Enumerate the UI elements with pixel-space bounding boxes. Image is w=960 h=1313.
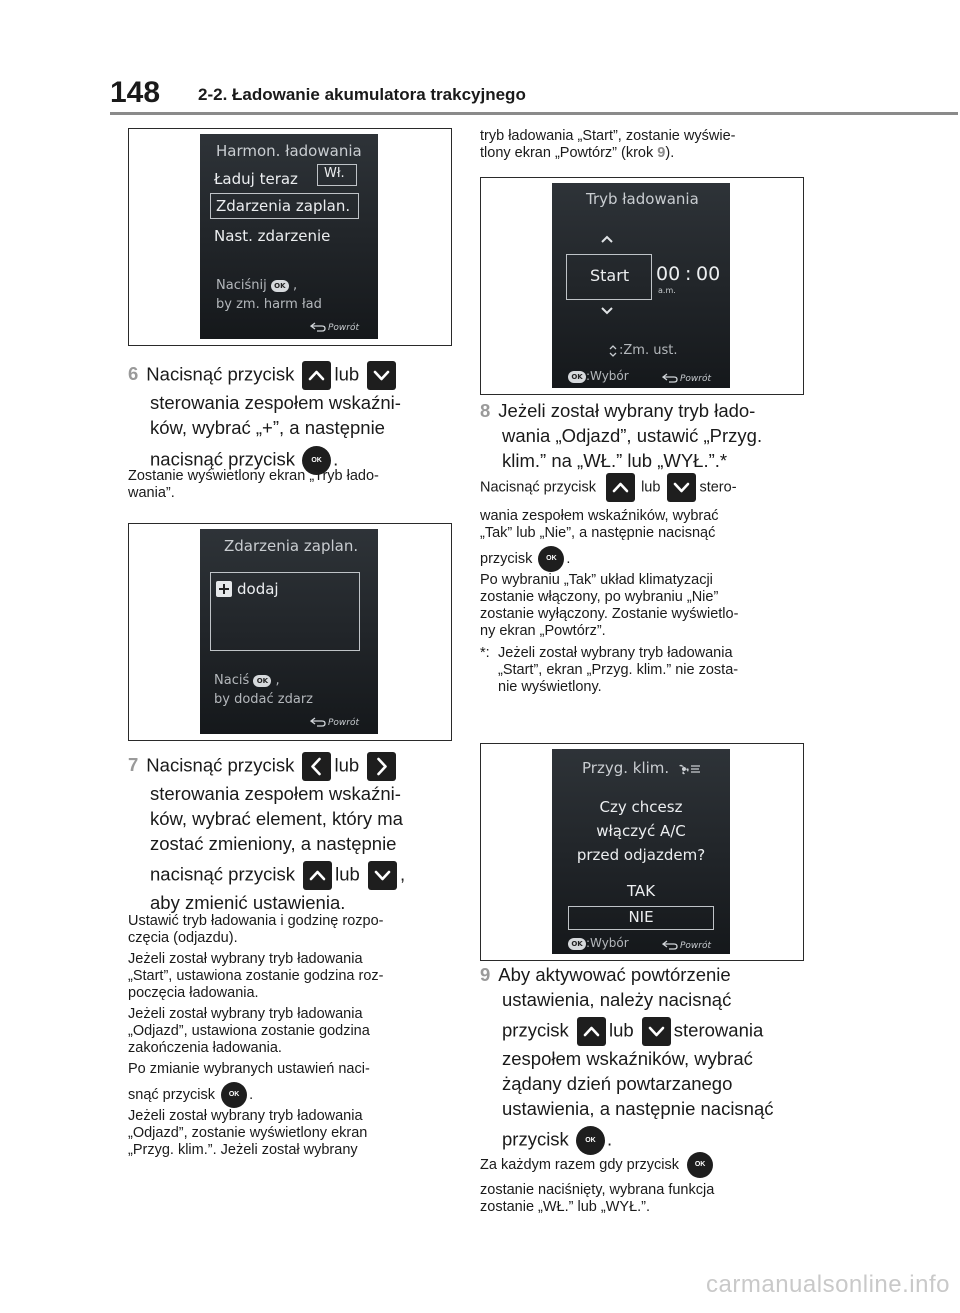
header-divider xyxy=(110,112,958,115)
step-6-note xyxy=(128,468,458,502)
back-label: Powrót xyxy=(328,718,360,728)
page-header xyxy=(110,78,526,108)
note-text: ). xyxy=(665,145,675,161)
event-list-box xyxy=(210,572,360,651)
back-arrow-icon xyxy=(310,322,326,332)
note-text: tlony ekran „Powtórz” (krok xyxy=(480,145,654,161)
note-text: „Odjazd”, zostanie wyświetlony ekran xyxy=(128,1125,368,1141)
select-hint xyxy=(568,367,629,386)
screen-title: Harmon. ładowania xyxy=(216,142,362,160)
page-number: 148 xyxy=(110,76,161,109)
note-text: stero- xyxy=(699,479,737,496)
step-text: lub xyxy=(334,363,360,385)
note-text: Jeżeli został wybrany tryb ładowania xyxy=(498,645,733,661)
step-text: Jeżeli został wybrany tryb łado- xyxy=(498,400,756,421)
add-event-item: dodaj xyxy=(237,580,279,598)
screen-frame-scheduled-events xyxy=(128,523,452,741)
right-button-icon xyxy=(367,752,396,781)
note-text: Jeżeli został wybrany tryb ładowania xyxy=(128,951,363,967)
step-number: 8 xyxy=(480,400,491,421)
back-label: Powrót xyxy=(328,323,360,333)
note-text: „Odjazd”, ustawiona zostanie godzina xyxy=(128,1023,370,1039)
step-text: aby zmienić ustawienia. xyxy=(150,892,346,913)
screen-title: Zdarzenia zaplan. xyxy=(224,537,359,555)
note-text: zakończenia ładowania. xyxy=(128,1040,282,1056)
up-button-icon xyxy=(577,1017,606,1046)
step-text: . xyxy=(606,1128,613,1150)
ok-chip-icon: OK xyxy=(253,675,271,687)
step-8 xyxy=(480,398,810,473)
step-text: lub xyxy=(608,1019,634,1041)
charge-now-value: Wł. xyxy=(324,166,345,181)
down-button-icon xyxy=(667,473,696,502)
left-button-icon xyxy=(302,752,331,781)
back-arrow-icon xyxy=(310,717,326,727)
step-number: 9 xyxy=(480,964,491,985)
step-text: wania „Odjazd”, ustawić „Przyg. xyxy=(502,425,763,446)
screen-charging-schedule xyxy=(200,134,378,339)
screen-charging-mode xyxy=(552,183,730,388)
note-text: „Start”, ustawiona zostanie godzina roz- xyxy=(128,968,384,984)
back-arrow-icon xyxy=(662,373,678,383)
am-pm-label: a.m. xyxy=(658,286,676,295)
step-text: przycisk xyxy=(502,1128,569,1150)
note-text: lub xyxy=(641,479,661,496)
down-button-icon xyxy=(642,1017,671,1046)
step-text: klim.” na „WŁ.” lub „WYŁ.”.* xyxy=(502,450,728,471)
step-number: 6 xyxy=(128,363,139,385)
note-text: tryb ładowania „Start”, zostanie wyświe- xyxy=(480,128,736,144)
hint-text xyxy=(214,671,313,709)
step-text: zostać zmieniony, a następnie xyxy=(150,833,397,854)
step-text: ustawienia, należy nacisnąć xyxy=(502,989,732,1010)
note-text: zostanie naciśnięty, wybrana funkcja xyxy=(480,1182,715,1198)
hint-line2: by dodać zdarz xyxy=(214,692,313,707)
note-text: ny ekran „Powtórz”. xyxy=(480,623,606,639)
step-text: Nacisnąć przycisk xyxy=(146,754,295,776)
select-hint xyxy=(568,934,629,953)
watermark: carmanualsonline.info xyxy=(706,1271,950,1298)
note-text: Jeżeli został wybrany tryb ładowania xyxy=(128,1108,363,1124)
note-text: . xyxy=(249,1086,254,1103)
note-text: wania zespołem wskaźników, wybrać xyxy=(480,508,719,524)
section-title: 2-2. Ładowanie akumulatora trakcyjnego xyxy=(198,85,526,104)
note-text: częcia (odjazdu). xyxy=(128,930,238,946)
minutes-value: 00 xyxy=(696,263,721,285)
down-button-icon xyxy=(368,861,397,890)
step-reference: 9 xyxy=(657,145,666,161)
step-9 xyxy=(480,962,810,1155)
step-number: 7 xyxy=(128,754,139,776)
question-line3: przed odjazdem? xyxy=(576,846,706,864)
screen-title: Przyg. klim. xyxy=(582,759,670,777)
note-text: Jeżeli został wybrany tryb ładowania xyxy=(128,1006,363,1022)
screen-title: Tryb ładowania xyxy=(586,190,699,208)
question-line1: Czy chcesz xyxy=(599,798,683,816)
up-button-icon xyxy=(302,361,331,390)
screen-frame-climate-prep xyxy=(480,743,804,961)
step-text: . xyxy=(333,448,339,470)
menu-item-next-event: Nast. zdarzenie xyxy=(214,227,331,245)
option-no: NIE xyxy=(628,908,654,926)
note-text: Za każdym razem gdy przycisk xyxy=(480,1156,680,1173)
note-text: wania”. xyxy=(128,485,175,501)
step-text: , xyxy=(399,863,406,885)
note-text: zostanie wyłączony. Zostanie wyświetlo- xyxy=(480,606,739,622)
note-text: zostanie „WŁ.” lub „WYŁ.”. xyxy=(480,1199,651,1215)
step-text: ustawienia, a następnie nacisnąć xyxy=(502,1098,774,1119)
step-text: Nacisnąć przycisk xyxy=(146,363,295,385)
footnote-mark: *: xyxy=(480,645,490,661)
step-text: lub xyxy=(334,754,360,776)
step-9-notes xyxy=(480,1152,810,1216)
hint-line1: Naciś xyxy=(214,673,250,688)
note-text: przycisk xyxy=(480,550,533,567)
chevron-up-icon xyxy=(599,233,615,245)
change-settings-label: :Zm. ust. xyxy=(619,343,678,358)
step-text: sterowania zespołem wskaźni- xyxy=(150,783,401,804)
step-text: ków, wybrać „+”, a następnie xyxy=(150,417,385,438)
plus-icon xyxy=(216,581,232,597)
screen-frame-charging-mode xyxy=(480,177,804,395)
question-line2: włączyć A/C xyxy=(596,822,686,840)
hint-line2: by zm. harm ład xyxy=(216,297,322,312)
select-label: :Wybór xyxy=(586,936,629,950)
screen-climate-prep xyxy=(552,749,730,954)
hint-comma: , xyxy=(292,278,298,293)
up-button-icon xyxy=(606,473,635,502)
hint-comma: , xyxy=(275,673,280,688)
step-8-notes xyxy=(480,473,810,696)
note-text: „Przyg. klim.”. Jeżeli został wybrany xyxy=(128,1142,358,1158)
ok-button-icon: OK xyxy=(538,546,564,572)
hours-value: 00 xyxy=(656,263,681,285)
back-label: Powrót xyxy=(680,374,712,384)
step-text: sterowania zespołem wskaźni- xyxy=(150,392,401,413)
note-text: „Start”, ekran „Przyg. klim.” nie zosta- xyxy=(498,662,739,678)
back-label: Powrót xyxy=(680,941,712,951)
ok-button-icon: OK xyxy=(302,446,331,475)
hint-line1: Naciśnij xyxy=(216,278,267,293)
note-text: nie wyświetlony. xyxy=(498,679,602,695)
note-text: Nacisnąć przycisk xyxy=(480,479,597,496)
note-text: Po zmianie wybranych ustawień naci- xyxy=(128,1061,370,1077)
footnote xyxy=(480,645,810,696)
mode-value: Start xyxy=(590,266,630,285)
note-text: „Tak” lub „Nie”, a następnie nacisnąć xyxy=(480,525,716,541)
ok-button-icon: OK xyxy=(687,1152,713,1178)
down-button-icon xyxy=(367,361,396,390)
note-text: Po wybraniu „Tak” układ klimatyzacji xyxy=(480,572,713,588)
ok-chip-icon: OK xyxy=(271,280,289,292)
note-text: Zostanie wyświetlony ekran „Tryb łado- xyxy=(128,468,379,484)
step-text: lub xyxy=(335,863,360,885)
step-7-notes xyxy=(128,913,458,1159)
note-text: . xyxy=(566,550,571,567)
step-text: nacisnąć przycisk xyxy=(150,863,295,885)
up-button-icon xyxy=(303,861,332,890)
step-text: żądany dzień powtarzanego xyxy=(502,1073,733,1094)
fan-icon xyxy=(678,762,702,776)
ok-button-icon: OK xyxy=(576,1126,605,1155)
select-label: :Wybór xyxy=(586,369,629,383)
step-7 xyxy=(128,752,458,915)
chevron-down-icon xyxy=(599,305,615,317)
note-text: Ustawić tryb ładowania i godzinę rozpo- xyxy=(128,913,384,929)
up-down-icon xyxy=(608,344,618,358)
step-text: Aby aktywować powtórzenie xyxy=(498,964,731,985)
hint-text xyxy=(216,276,322,314)
screen-frame-charging-schedule xyxy=(128,128,452,346)
step-text: zespołem wskaźników, wybrać xyxy=(502,1048,753,1069)
note-text: zostanie włączony, po wybraniu „Nie” xyxy=(480,589,719,605)
note-text: poczęcia ładowania. xyxy=(128,985,259,1001)
step-6 xyxy=(128,361,458,475)
ok-button-icon: OK xyxy=(221,1082,247,1108)
option-yes: TAK xyxy=(626,882,656,900)
ok-chip-icon: OK xyxy=(568,371,586,383)
menu-item-charge-now: Ładuj teraz xyxy=(214,170,298,188)
time-colon: : xyxy=(685,263,692,285)
menu-item-scheduled-events: Zdarzenia zaplan. xyxy=(216,197,351,215)
step-text: sterowania xyxy=(673,1019,764,1041)
back-arrow-icon xyxy=(662,940,678,950)
step-text: przycisk xyxy=(502,1019,569,1041)
step-text: ków, wybrać element, który ma xyxy=(150,808,403,829)
note-text: snąć przycisk xyxy=(128,1086,216,1103)
continued-text xyxy=(480,128,810,162)
ok-chip-icon: OK xyxy=(568,938,586,950)
step-text: nacisnąć przycisk xyxy=(150,448,295,470)
screen-scheduled-events xyxy=(200,529,378,734)
